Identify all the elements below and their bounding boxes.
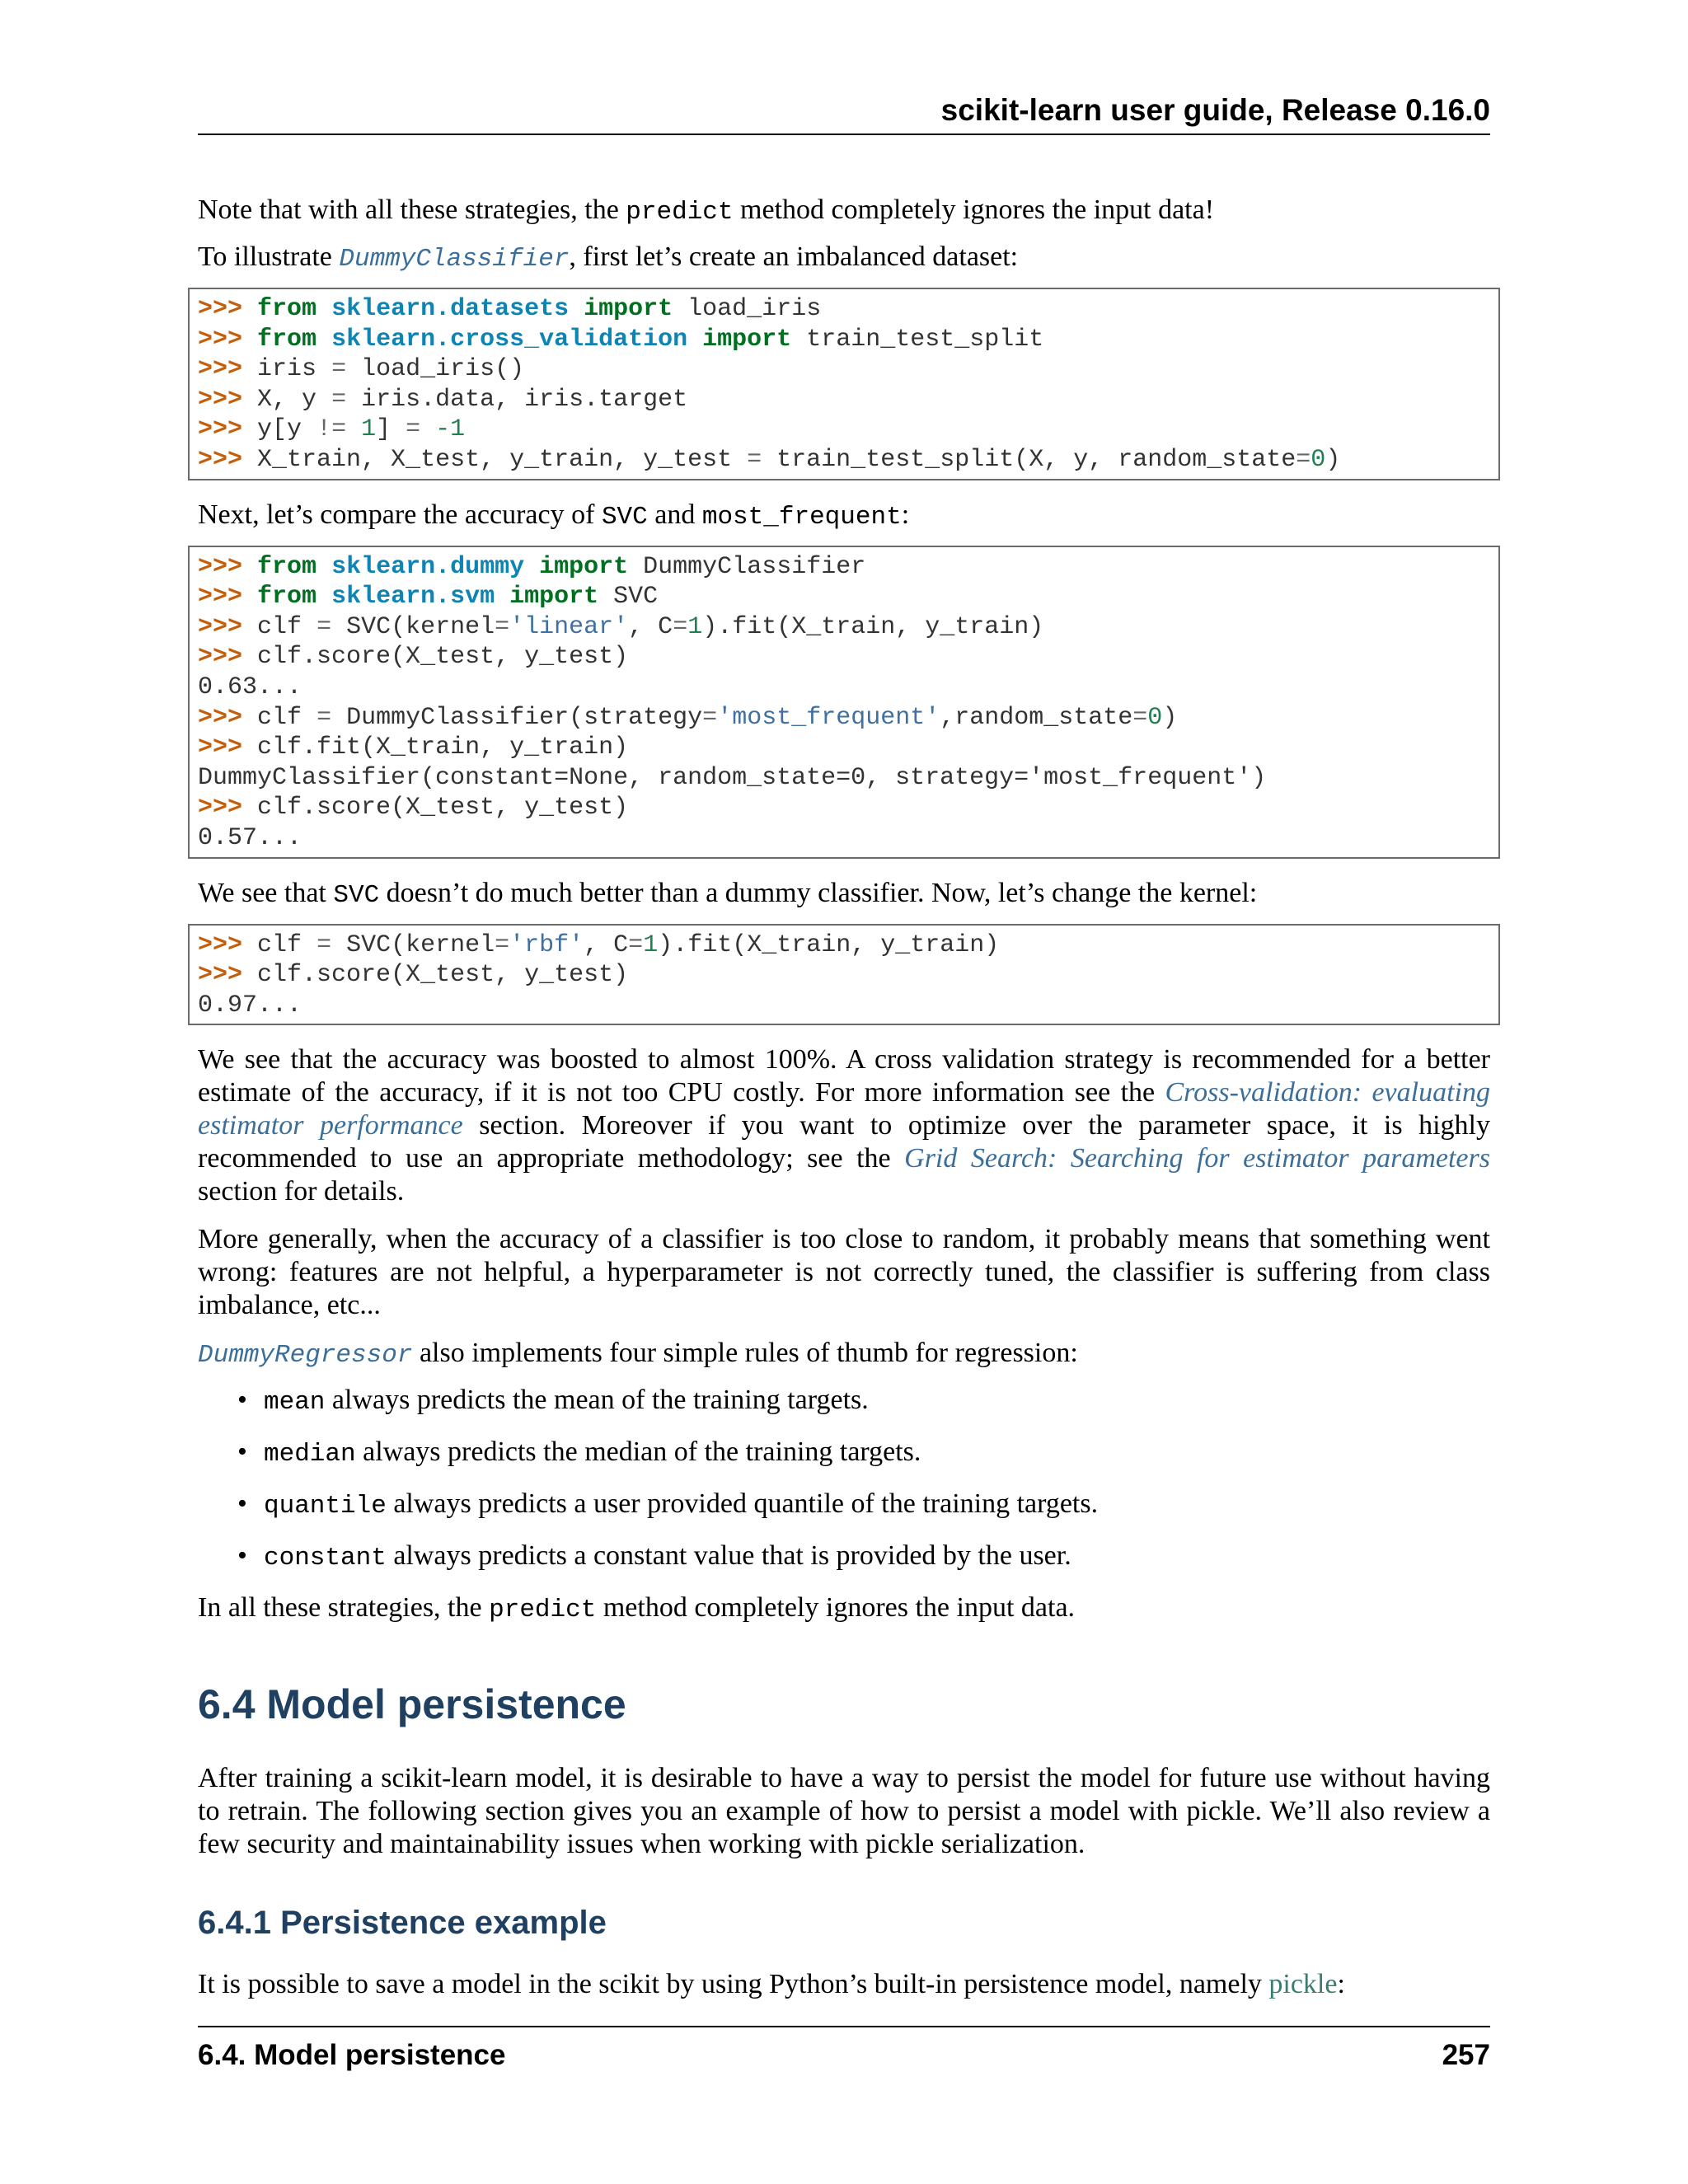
operator: = [495,612,510,641]
code-text: clf.score(X_test, y_test) [257,643,629,672]
paragraph-generally: More generally, when the accuracy of a classifier is too close to random, it probably means that something went wrong: features are not helpful, a hyperparameter is not correctly tuned, the classifier is suffering from class imbalance, etc... [198,1224,1490,1321]
string: 'linear' [509,612,629,641]
subsection-heading: 6.4.1 Persistence example [198,1905,607,1942]
text: : [1337,1969,1345,2000]
prompt: >>> [198,415,243,444]
prompt: >>> [198,385,243,414]
list-item [237,1488,1490,1523]
code-text: ,random_state [940,703,1133,732]
prompt: >>> [198,325,243,354]
text: always predicts a user provided quantile of the training targets. [386,1488,1099,1520]
module-name: sklearn.datasets [331,295,570,323]
code-line [198,445,1490,476]
operator: = [495,930,510,959]
code-text: iris.data, iris.target [361,385,688,414]
text: Note that with all these strategies, the [198,194,626,225]
keyword: import [584,295,673,323]
prompt: >>> [198,612,243,641]
paragraph-accuracy [198,1043,1490,1208]
prompt: >>> [198,794,243,823]
prompt: >>> [198,703,243,732]
text: We see that the accuracy was boosted to almost 100%. A cross validation strategy is recommended for a better estimate of the accuracy, if it is not too CPU costly. For more information see the [198,1044,1490,1108]
inline-code: SVC [601,502,648,532]
operator: = [628,930,644,959]
page-number: 257 [1442,2039,1490,2071]
code-text: DummyClassifier [643,552,866,581]
paragraph-persistence-intro: After training a scikit-learn model, it is desirable to have a way to persist the model for future use without having to retrain. The following section gives you an example of how to persist a model with pickle. We’ll also review a few security and maintainability issues when working with pickle serialization. [198,1763,1490,1860]
code-line [198,294,1490,325]
keyword: from [257,295,317,323]
code-text: y[y [257,415,302,444]
keyword: import [509,583,599,612]
number: 1 [361,415,377,444]
code-output: 0.57... [198,823,302,852]
operator: = [316,612,332,641]
code-block-compare [188,546,1500,859]
number: 0 [1311,445,1326,474]
text: We see that [198,877,334,908]
inline-code: most_frequent [701,502,902,532]
code-text: ) [1162,703,1178,732]
code-line [198,960,1490,991]
text: and [647,499,702,530]
text: To illustrate [198,241,340,272]
module-name: sklearn.cross_validation [331,325,688,354]
code-text: SVC(kernel [346,930,495,959]
list-item [237,1436,1490,1471]
operator: = [1296,445,1311,474]
code-text: SVC(kernel [346,612,495,641]
code-text: load_iris [687,295,822,323]
footer-section-title: 6.4. Model persistence [198,2039,506,2071]
code-line [198,793,1490,823]
code-line [198,325,1490,355]
code-line [198,552,1490,583]
keyword: import [539,552,629,581]
operator: = [316,703,332,732]
code-text: ).fit(X_train, y_train) [658,930,1000,959]
code-text: DummyClassifier(strategy [346,703,703,732]
prompt: >>> [198,643,243,672]
text: section. Moreover if you want to optimize over the parameter space, it is highly recommended to use an appropriate methodology; see the [198,1110,1491,1174]
text: method completely ignores the input data. [596,1592,1076,1624]
running-header: scikit-learn user guide, Release 0.16.0 [198,91,1490,135]
keyword: from [257,325,317,354]
bullet-icon: • [237,1488,247,1520]
text: always predicts a constant value that is provided by the user. [386,1540,1071,1572]
code-line [198,733,1490,763]
code-output: 0.63... [198,673,302,701]
code-line [198,415,1490,445]
code-block-kernel [188,924,1500,1026]
code-text: ) [1325,445,1341,474]
operator: = [747,445,762,474]
code-text: clf.score(X_test, y_test) [257,961,629,990]
inline-code: mean [264,1388,326,1418]
code-text: iris [257,355,317,384]
keyword: from [257,583,317,612]
prompt: >>> [198,961,243,990]
paragraph-note [198,194,1490,229]
paragraph-svc [198,877,1490,912]
operator: = [1132,703,1148,732]
code-text: train_test_split [806,325,1044,354]
text: In all these strategies, the [198,1592,490,1624]
code-text: , C [628,612,673,641]
module-name: sklearn.svm [331,583,495,612]
bullet-icon: • [237,1540,247,1572]
prompt: >>> [198,355,243,384]
number: 1 [687,612,703,641]
code-line [198,612,1490,643]
code-text: clf.score(X_test, y_test) [257,794,629,823]
text: section for details. [198,1176,405,1207]
operator: = [331,355,347,384]
bullet-icon: • [237,1385,247,1416]
link-cross-validation[interactable]: Cross-validation: evaluating estimator performance [198,1077,1490,1141]
text: method completely ignores the input data! [733,194,1215,225]
string: 'rbf' [509,930,584,959]
main-content [198,194,1490,2016]
code-text: , C [584,930,629,959]
code-line [198,703,1490,733]
inline-code: predict [489,1596,597,1625]
code-text: clf [257,930,302,959]
code-output: 0.97... [198,991,302,1019]
operator: = [406,415,421,444]
keyword: from [257,552,317,581]
bullet-icon: • [237,1436,247,1468]
link-pickle[interactable]: pickle [1268,1969,1338,2000]
code-line [198,642,1490,673]
code-text: train_test_split(X, y, random_state [776,445,1296,474]
operator: = [316,930,332,959]
code-text: ).fit(X_train, y_train) [702,612,1044,641]
keyword: import [702,325,792,354]
inline-code: quantile [264,1492,387,1521]
prompt: >>> [198,295,243,323]
operator: = [702,703,718,732]
inline-code: constant [264,1544,387,1573]
text: always predicts the median of the training targets. [355,1436,921,1468]
code-text: clf.fit(X_train, y_train) [257,733,629,762]
link-grid-search[interactable]: Grid Search: Searching for estimator parameters [904,1143,1490,1174]
code-text: clf [257,703,302,732]
running-footer [198,2026,1490,2074]
number: 1 [643,930,659,959]
rules-list [198,1384,1490,1575]
operator: = [673,612,688,641]
paragraph-pickle [198,1968,1490,2001]
prompt: >>> [198,445,243,474]
inline-code: predict [626,198,734,227]
paragraph-strategies [198,1591,1490,1627]
code-text: X_train, X_test, y_train, y_test [257,445,733,474]
text: : [901,499,910,530]
number: 0 [1147,703,1163,732]
code-line [198,385,1490,415]
code-text: clf [257,612,302,641]
prompt: >>> [198,733,243,762]
inline-code: median [264,1440,356,1469]
paragraph-regressor [198,1337,1490,1372]
code-line [198,354,1490,385]
code-line [198,582,1490,612]
text: doesn’t do much better than a dummy classifier. Now, let’s change the kernel: [379,877,1258,908]
code-text: load_iris() [361,355,525,384]
operator: != [316,415,347,444]
inline-code: SVC [333,880,380,910]
string: 'most_frequent' [717,703,940,732]
text: always predicts the mean of the training targets. [325,1385,869,1416]
module-name: sklearn.dummy [331,552,525,581]
text: also implements four simple rules of thumb for regression: [412,1338,1078,1369]
link-dummyclassifier[interactable]: DummyClassifier [339,245,570,274]
number: -1 [435,415,466,444]
link-dummyregressor[interactable]: DummyRegressor [198,1341,413,1371]
text: Next, let’s compare the accuracy of [198,499,602,530]
paragraph-illustrate [198,241,1490,276]
text: It is possible to save a model in the scikit by using Python’s built-in persistence model, namely [198,1969,1269,2000]
section-heading: 6.4 Model persistence [198,1681,626,1728]
list-item [237,1384,1490,1419]
code-block-dataset [188,288,1500,480]
prompt: >>> [198,583,243,612]
code-text: ] [376,415,392,444]
text: , first let’s create an imbalanced dataset: [569,241,1019,272]
code-text: SVC [613,583,659,612]
code-text: X, y [257,385,317,414]
code-output: DummyClassifier(constant=None, random_state=0, strategy='most_frequent') [198,763,1267,792]
list-item [237,1540,1490,1575]
operator: = [331,385,347,414]
prompt: >>> [198,552,243,581]
prompt: >>> [198,930,243,959]
code-line [198,930,1490,961]
paragraph-compare [198,499,1490,534]
